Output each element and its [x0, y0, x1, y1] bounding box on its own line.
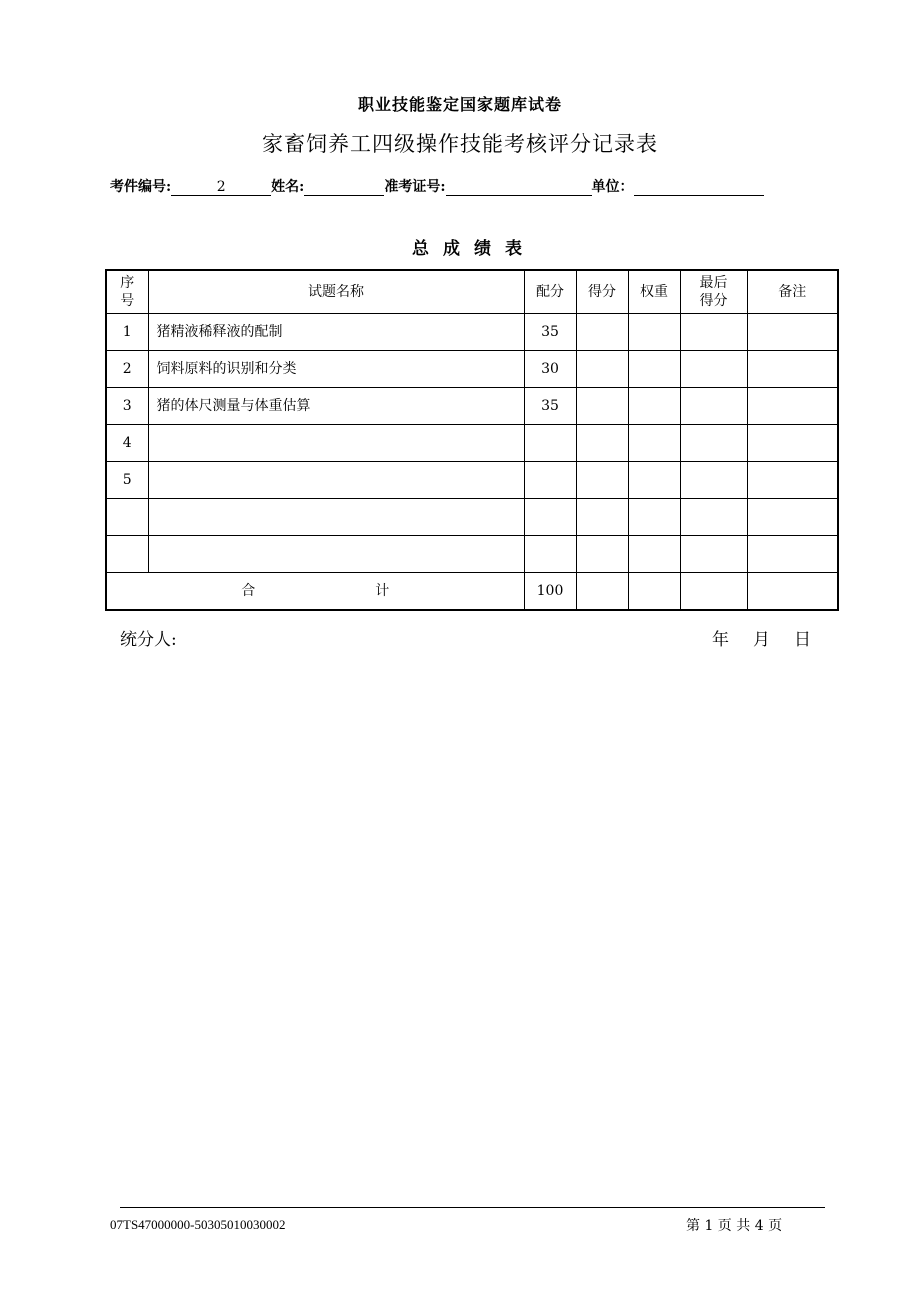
row-seq: 3 [106, 388, 148, 425]
document-title: 家畜饲养工四级操作技能考核评分记录表 [262, 132, 658, 156]
scorer-label: 统分人: [120, 630, 177, 650]
row-final-score-cell[interactable] [680, 462, 747, 499]
row-final-score-cell[interactable] [680, 351, 747, 388]
total-label: 合 计 [106, 573, 524, 611]
header-item-name: 试题名称 [148, 270, 524, 314]
table-row [106, 462, 838, 499]
footer-page-number: 第 1 页 共 4 页 [686, 1218, 783, 1234]
total-weight-cell[interactable] [628, 573, 680, 611]
row-note-cell[interactable] [747, 462, 838, 499]
table-row [106, 314, 838, 351]
row-weight-cell[interactable] [628, 536, 680, 573]
row-full-score [524, 536, 576, 573]
row-weight-cell[interactable] [628, 425, 680, 462]
score-table [105, 269, 839, 611]
table-row [106, 499, 838, 536]
row-note-cell[interactable] [747, 425, 838, 462]
exam-no-field[interactable]: 2 [171, 179, 271, 196]
ticket-no-field[interactable] [446, 179, 592, 196]
header-note: 备注 [747, 270, 838, 314]
row-weight-cell[interactable] [628, 462, 680, 499]
name-label: 姓名: [271, 179, 305, 195]
table-row [106, 425, 838, 462]
table-row [106, 536, 838, 573]
row-item-name [148, 536, 524, 573]
date-day: 日 [794, 630, 811, 650]
row-seq: 4 [106, 425, 148, 462]
row-weight-cell[interactable] [628, 351, 680, 388]
row-note-cell[interactable] [747, 314, 838, 351]
total-final-score-cell[interactable] [680, 573, 747, 611]
row-note-cell[interactable] [747, 351, 838, 388]
row-item-name: 猪精液稀释液的配制 [148, 314, 524, 351]
total-note-cell[interactable] [747, 573, 838, 611]
footer-document-code: 07TS47000000-50305010030002 [110, 1217, 286, 1232]
row-final-score-cell[interactable] [680, 314, 747, 351]
row-item-name [148, 462, 524, 499]
total-full-score: 100 [524, 573, 576, 611]
row-score-cell[interactable] [576, 351, 628, 388]
table-row [106, 351, 838, 388]
name-field[interactable] [304, 179, 384, 196]
row-item-name [148, 499, 524, 536]
row-final-score-cell[interactable] [680, 425, 747, 462]
row-full-score: 35 [524, 388, 576, 425]
row-weight-cell[interactable] [628, 499, 680, 536]
exam-header: 职业技能鉴定国家题库试卷 [357, 95, 562, 114]
total-score-cell[interactable] [576, 573, 628, 611]
row-final-score-cell[interactable] [680, 388, 747, 425]
row-seq: 5 [106, 462, 148, 499]
row-seq [106, 536, 148, 573]
date-month: 月 [753, 630, 770, 650]
row-full-score [524, 462, 576, 499]
row-final-score-cell[interactable] [680, 499, 747, 536]
unit-label: 单位： [591, 179, 634, 195]
header-final-score: 最后 得分 [680, 270, 747, 314]
row-weight-cell[interactable] [628, 314, 680, 351]
ticket-no-label: 准考证号: [384, 179, 446, 195]
row-score-cell[interactable] [576, 462, 628, 499]
row-final-score-cell[interactable] [680, 536, 747, 573]
exam-no-label: 考件编号: [110, 179, 172, 195]
header-score: 得分 [576, 270, 628, 314]
footer-divider [120, 1207, 825, 1208]
row-item-name: 猪的体尺测量与体重估算 [148, 388, 524, 425]
row-full-score: 35 [524, 314, 576, 351]
row-seq [106, 499, 148, 536]
row-seq: 2 [106, 351, 148, 388]
table-total-row [106, 573, 838, 611]
row-score-cell[interactable] [576, 536, 628, 573]
row-full-score: 30 [524, 351, 576, 388]
row-score-cell[interactable] [576, 314, 628, 351]
candidate-info-line [110, 176, 764, 196]
row-item-name [148, 425, 524, 462]
unit-field[interactable] [634, 179, 764, 196]
row-note-cell[interactable] [747, 388, 838, 425]
date-line [712, 625, 811, 650]
row-weight-cell[interactable] [628, 388, 680, 425]
row-seq: 1 [106, 314, 148, 351]
table-header-row [106, 270, 838, 314]
header-weight: 权重 [628, 270, 680, 314]
header-seq: 序 号 [106, 270, 148, 314]
section-title: 总成绩表 [412, 239, 536, 259]
row-score-cell[interactable] [576, 388, 628, 425]
row-full-score [524, 499, 576, 536]
header-full-score: 配分 [524, 270, 576, 314]
row-note-cell[interactable] [747, 536, 838, 573]
row-score-cell[interactable] [576, 425, 628, 462]
row-item-name: 饲料原料的识别和分类 [148, 351, 524, 388]
row-score-cell[interactable] [576, 499, 628, 536]
row-full-score [524, 425, 576, 462]
date-year: 年 [712, 630, 729, 650]
table-row [106, 388, 838, 425]
row-note-cell[interactable] [747, 499, 838, 536]
